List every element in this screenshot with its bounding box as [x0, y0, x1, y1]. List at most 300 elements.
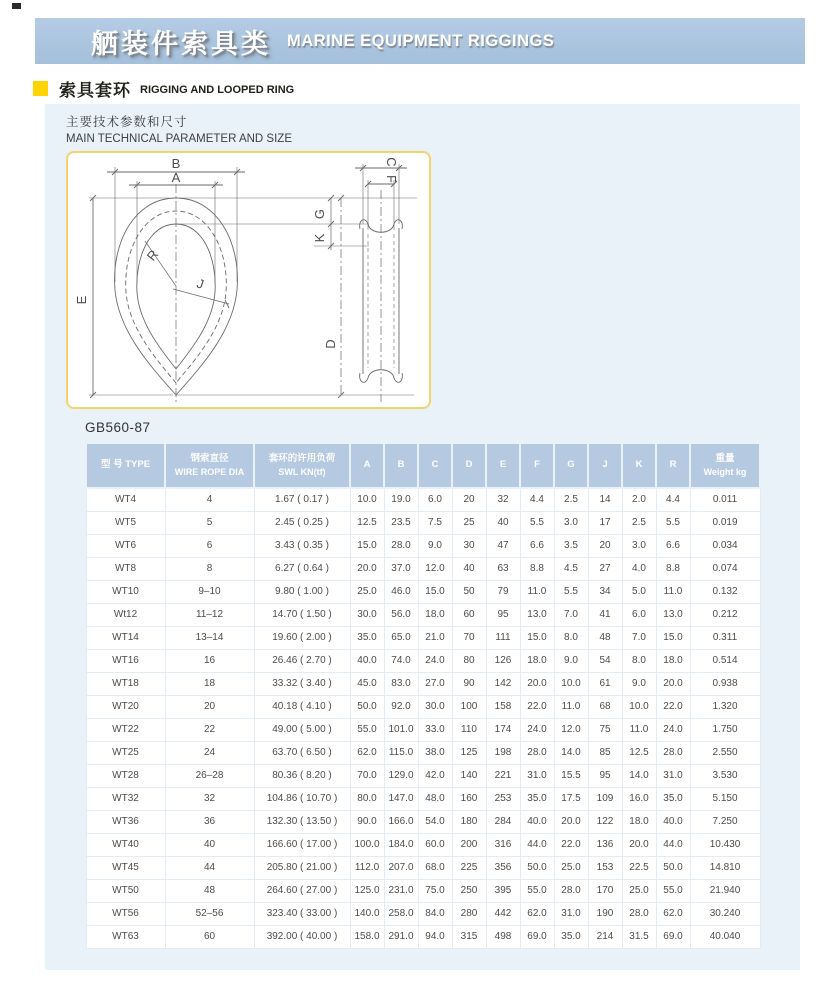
table-cell: 125 — [452, 741, 486, 764]
table-cell: 68.0 — [418, 856, 452, 879]
table-cell: 214 — [588, 925, 622, 948]
table-cell: 19.60 ( 2.00 ) — [254, 626, 350, 649]
table-cell: 160 — [452, 787, 486, 810]
table-cell: 36 — [165, 810, 254, 833]
table-cell: 0.311 — [690, 626, 760, 649]
table-cell: 21.940 — [690, 879, 760, 902]
print-crop-mark — [12, 3, 21, 9]
table-cell: 22.5 — [622, 856, 656, 879]
table-cell: 9.0 — [554, 649, 588, 672]
table-cell: 40 — [452, 557, 486, 580]
table-row — [86, 488, 760, 511]
table-cell: WT20 — [86, 695, 165, 718]
table-cell: 17 — [588, 511, 622, 534]
table-cell: 15.0 — [656, 626, 690, 649]
dim-label-G: G — [312, 208, 327, 220]
table-row — [86, 833, 760, 856]
table-cell: 3.0 — [554, 511, 588, 534]
table-cell: 49.00 ( 5.00 ) — [254, 718, 350, 741]
table-cell: 125.0 — [350, 879, 384, 902]
table-cell: 52–56 — [165, 902, 254, 925]
table-cell: 158.0 — [350, 925, 384, 948]
table-cell: 9.80 ( 1.00 ) — [254, 580, 350, 603]
table-cell: 13.0 — [520, 603, 554, 626]
table-cell: 25.0 — [554, 856, 588, 879]
table-cell: 69.0 — [520, 925, 554, 948]
table-cell: 4.0 — [622, 557, 656, 580]
spec-table — [85, 442, 761, 949]
table-cell: 40.0 — [656, 810, 690, 833]
table-cell: 79 — [486, 580, 520, 603]
table-cell: 111 — [486, 626, 520, 649]
table-cell: 46.0 — [384, 580, 418, 603]
table-cell: 62.0 — [350, 741, 384, 764]
table-cell: 25.0 — [350, 580, 384, 603]
table-cell: 280 — [452, 902, 486, 925]
table-cell: 50 — [452, 580, 486, 603]
table-cell: 0.132 — [690, 580, 760, 603]
table-cell: 4 — [165, 488, 254, 511]
table-cell: Wt12 — [86, 603, 165, 626]
table-cell: 40.18 ( 4.10 ) — [254, 695, 350, 718]
table-cell: 20.0 — [554, 810, 588, 833]
table-cell: 70.0 — [350, 764, 384, 787]
table-cell: 80 — [452, 649, 486, 672]
table-cell: 95 — [588, 764, 622, 787]
table-body — [86, 488, 760, 948]
table-cell: 19.0 — [384, 488, 418, 511]
table-cell: 40 — [486, 511, 520, 534]
column-header: C — [418, 443, 452, 488]
section-title-en: RIGGING AND LOOPED RING — [140, 84, 295, 96]
table-cell: 15.0 — [418, 580, 452, 603]
table-cell: 11–12 — [165, 603, 254, 626]
table-cell: 50.0 — [520, 856, 554, 879]
table-cell: 6.27 ( 0.64 ) — [254, 557, 350, 580]
table-cell: 10.0 — [622, 695, 656, 718]
table-cell: 7.0 — [554, 603, 588, 626]
column-header: 套环的许用负荷 SWL KN(tf) — [254, 443, 350, 488]
page-banner — [35, 18, 805, 64]
table-cell: 100 — [452, 695, 486, 718]
table-cell: 10.0 — [554, 672, 588, 695]
table-cell: 132.30 ( 13.50 ) — [254, 810, 350, 833]
table-cell: 2.45 ( 0.25 ) — [254, 511, 350, 534]
table-cell: 23.5 — [384, 511, 418, 534]
yellow-square-bullet — [33, 81, 48, 96]
table-cell: 95 — [486, 603, 520, 626]
technical-drawing-box — [66, 151, 431, 409]
table-cell: 14.0 — [622, 764, 656, 787]
table-cell: 35.0 — [520, 787, 554, 810]
table-cell: 2.5 — [554, 488, 588, 511]
table-row — [86, 672, 760, 695]
table-cell: WT50 — [86, 879, 165, 902]
table-cell: 28.0 — [622, 902, 656, 925]
table-header-row — [86, 443, 760, 488]
table-cell: 18.0 — [656, 649, 690, 672]
table-cell: 356 — [486, 856, 520, 879]
table-cell: WT25 — [86, 741, 165, 764]
table-cell: 6.6 — [520, 534, 554, 557]
column-header: F — [520, 443, 554, 488]
table-cell: 84.0 — [418, 902, 452, 925]
table-row — [86, 511, 760, 534]
table-cell: WT36 — [86, 810, 165, 833]
table-cell: 198 — [486, 741, 520, 764]
table-cell: 207.0 — [384, 856, 418, 879]
table-cell: 44.0 — [520, 833, 554, 856]
table-cell: 30.0 — [350, 603, 384, 626]
table-cell: WT18 — [86, 672, 165, 695]
table-cell: 37.0 — [384, 557, 418, 580]
table-cell: 44.0 — [656, 833, 690, 856]
table-cell: 45.0 — [350, 672, 384, 695]
table-cell: 2.5 — [622, 511, 656, 534]
table-cell: 20.0 — [656, 672, 690, 695]
table-cell: 7.250 — [690, 810, 760, 833]
banner-title-zh: 舾装件索具类 — [91, 28, 271, 59]
column-header: R — [656, 443, 690, 488]
table-cell: 20.0 — [520, 672, 554, 695]
table-cell: 323.40 ( 33.00 ) — [254, 902, 350, 925]
table-cell: WT40 — [86, 833, 165, 856]
table-cell: 25 — [452, 511, 486, 534]
table-cell: 7.0 — [622, 626, 656, 649]
table-cell: 31.0 — [520, 764, 554, 787]
table-cell: 17.5 — [554, 787, 588, 810]
table-cell: WT14 — [86, 626, 165, 649]
table-cell: 21.0 — [418, 626, 452, 649]
table-cell: 94.0 — [418, 925, 452, 948]
column-header: 型 号 TYPE — [86, 443, 165, 488]
table-cell: 10.430 — [690, 833, 760, 856]
table-cell: 14 — [588, 488, 622, 511]
table-cell: WT28 — [86, 764, 165, 787]
content-panel — [45, 104, 800, 970]
table-cell: 5.5 — [520, 511, 554, 534]
dim-label-C: C — [384, 157, 399, 167]
table-cell: 54 — [588, 649, 622, 672]
table-cell: 60 — [165, 925, 254, 948]
table-cell: 110 — [452, 718, 486, 741]
table-cell: 61 — [588, 672, 622, 695]
table-cell: 33.32 ( 3.40 ) — [254, 672, 350, 695]
table-cell: 26–28 — [165, 764, 254, 787]
table-cell: WT22 — [86, 718, 165, 741]
table-cell: 6.0 — [622, 603, 656, 626]
table-cell: 30 — [452, 534, 486, 557]
table-cell: 63.70 ( 6.50 ) — [254, 741, 350, 764]
table-cell: 140.0 — [350, 902, 384, 925]
table-cell: 18.0 — [622, 810, 656, 833]
table-cell: 101.0 — [384, 718, 418, 741]
table-cell: 25.0 — [622, 879, 656, 902]
table-cell: WT16 — [86, 649, 165, 672]
table-cell: 85 — [588, 741, 622, 764]
table-cell: 5.5 — [656, 511, 690, 534]
table-cell: 30.240 — [690, 902, 760, 925]
table-cell: 56.0 — [384, 603, 418, 626]
standard-code: GB560-87 — [85, 420, 151, 435]
table-cell: 3.5 — [554, 534, 588, 557]
table-cell: 55.0 — [350, 718, 384, 741]
table-cell: 75 — [588, 718, 622, 741]
table-cell: 13.0 — [656, 603, 690, 626]
table-cell: 32 — [486, 488, 520, 511]
table-cell: 22.0 — [520, 695, 554, 718]
spec-table-wrapper — [85, 442, 759, 949]
table-cell: 28.0 — [384, 534, 418, 557]
table-cell: 0.034 — [690, 534, 760, 557]
table-cell: 40.0 — [520, 810, 554, 833]
table-cell: 4.5 — [554, 557, 588, 580]
table-cell: 35.0 — [554, 925, 588, 948]
table-row — [86, 902, 760, 925]
table-row — [86, 626, 760, 649]
table-cell: 0.011 — [690, 488, 760, 511]
table-cell: 225 — [452, 856, 486, 879]
table-cell: 50.0 — [656, 856, 690, 879]
table-cell: 8.8 — [656, 557, 690, 580]
table-cell: 442 — [486, 902, 520, 925]
table-cell: 16 — [165, 649, 254, 672]
table-cell: 11.0 — [622, 718, 656, 741]
section-title-zh: 索具套环 — [59, 81, 131, 100]
table-cell: 126 — [486, 649, 520, 672]
column-header: G — [554, 443, 588, 488]
table-cell: 18 — [165, 672, 254, 695]
table-cell: 22 — [165, 718, 254, 741]
table-cell: 174 — [486, 718, 520, 741]
table-cell: 60 — [452, 603, 486, 626]
table-cell: 8.0 — [622, 649, 656, 672]
column-header: A — [350, 443, 384, 488]
column-header: K — [622, 443, 656, 488]
table-cell: 0.019 — [690, 511, 760, 534]
table-cell: 15.0 — [520, 626, 554, 649]
table-row — [86, 764, 760, 787]
table-cell: 74.0 — [384, 649, 418, 672]
table-cell: 104.86 ( 10.70 ) — [254, 787, 350, 810]
table-row — [86, 879, 760, 902]
table-cell: 3.43 ( 0.35 ) — [254, 534, 350, 557]
table-row — [86, 580, 760, 603]
table-cell: 14.70 ( 1.50 ) — [254, 603, 350, 626]
table-cell: 1.67 ( 0.17 ) — [254, 488, 350, 511]
table-cell: 26.46 ( 2.70 ) — [254, 649, 350, 672]
table-cell: 0.074 — [690, 557, 760, 580]
table-row — [86, 557, 760, 580]
table-cell: 16.0 — [622, 787, 656, 810]
table-cell: 55.0 — [520, 879, 554, 902]
table-cell: 3.530 — [690, 764, 760, 787]
table-cell: 147.0 — [384, 787, 418, 810]
table-cell: WT6 — [86, 534, 165, 557]
table-cell: 80.0 — [350, 787, 384, 810]
table-cell: 7.5 — [418, 511, 452, 534]
dim-label-E: E — [74, 295, 89, 305]
column-header: D — [452, 443, 486, 488]
banner-title-en: MARINE EQUIPMENT RIGGINGS — [287, 31, 555, 50]
thimble-dimension-drawing — [69, 154, 428, 406]
table-cell: 264.60 ( 27.00 ) — [254, 879, 350, 902]
table-cell: 5.5 — [554, 580, 588, 603]
table-cell: 231.0 — [384, 879, 418, 902]
dim-label-B: B — [171, 156, 181, 171]
table-cell: 291.0 — [384, 925, 418, 948]
table-cell: 15.5 — [554, 764, 588, 787]
table-cell: 41 — [588, 603, 622, 626]
table-cell: 9–10 — [165, 580, 254, 603]
tech-note-zh: 主要技术参数和尺寸 — [66, 115, 188, 129]
table-cell: 2.550 — [690, 741, 760, 764]
table-cell: 8.8 — [520, 557, 554, 580]
table-cell: 184.0 — [384, 833, 418, 856]
table-cell: 221 — [486, 764, 520, 787]
table-cell: 8 — [165, 557, 254, 580]
table-cell: 10.0 — [350, 488, 384, 511]
table-cell: 205.80 ( 21.00 ) — [254, 856, 350, 879]
table-cell: 180 — [452, 810, 486, 833]
table-row — [86, 695, 760, 718]
table-cell: 63 — [486, 557, 520, 580]
table-cell: 38.0 — [418, 741, 452, 764]
table-cell: 92.0 — [384, 695, 418, 718]
table-cell: 69.0 — [656, 925, 690, 948]
table-cell: 109 — [588, 787, 622, 810]
table-cell: WT32 — [86, 787, 165, 810]
table-cell: 140 — [452, 764, 486, 787]
table-cell: 90 — [452, 672, 486, 695]
table-cell: 30.0 — [418, 695, 452, 718]
table-cell: 20.0 — [622, 833, 656, 856]
table-cell: 75.0 — [418, 879, 452, 902]
table-cell: 50.0 — [350, 695, 384, 718]
table-cell: 83.0 — [384, 672, 418, 695]
table-cell: 6.6 — [656, 534, 690, 557]
table-cell: 12.0 — [554, 718, 588, 741]
table-cell: 68 — [588, 695, 622, 718]
table-cell: 5.0 — [622, 580, 656, 603]
table-cell: 12.0 — [418, 557, 452, 580]
table-cell: WT10 — [86, 580, 165, 603]
table-cell: 35.0 — [656, 787, 690, 810]
table-cell: 14.0 — [554, 741, 588, 764]
table-cell: 3.0 — [622, 534, 656, 557]
table-row — [86, 787, 760, 810]
table-cell: 2.0 — [622, 488, 656, 511]
table-cell: 258.0 — [384, 902, 418, 925]
table-cell: 4.4 — [656, 488, 690, 511]
column-header: B — [384, 443, 418, 488]
table-cell: 13–14 — [165, 626, 254, 649]
table-cell: WT8 — [86, 557, 165, 580]
table-cell: 48.0 — [418, 787, 452, 810]
table-cell: 11.0 — [656, 580, 690, 603]
table-cell: 9.0 — [418, 534, 452, 557]
table-cell: WT4 — [86, 488, 165, 511]
column-header: E — [486, 443, 520, 488]
table-cell: 166.0 — [384, 810, 418, 833]
table-row — [86, 718, 760, 741]
table-row — [86, 741, 760, 764]
table-cell: 28.0 — [520, 741, 554, 764]
table-cell: 28.0 — [554, 879, 588, 902]
table-cell: 0.938 — [690, 672, 760, 695]
dim-label-J: J — [194, 275, 206, 292]
table-cell: 22.0 — [554, 833, 588, 856]
table-cell: 18.0 — [520, 649, 554, 672]
table-cell: 122 — [588, 810, 622, 833]
table-cell: 5 — [165, 511, 254, 534]
table-cell: 115.0 — [384, 741, 418, 764]
table-cell: 200 — [452, 833, 486, 856]
table-cell: 315 — [452, 925, 486, 948]
dim-label-F: F — [384, 175, 399, 183]
table-cell: 153 — [588, 856, 622, 879]
table-cell: 24.0 — [418, 649, 452, 672]
table-cell: 62.0 — [656, 902, 690, 925]
table-cell: 27 — [588, 557, 622, 580]
table-cell: 40.0 — [350, 649, 384, 672]
table-cell: 60.0 — [418, 833, 452, 856]
table-cell: 190 — [588, 902, 622, 925]
table-cell: 316 — [486, 833, 520, 856]
table-cell: 55.0 — [656, 879, 690, 902]
table-cell: 54.0 — [418, 810, 452, 833]
table-cell: 24.0 — [656, 718, 690, 741]
table-cell: 31.5 — [622, 925, 656, 948]
table-cell: 42.0 — [418, 764, 452, 787]
table-cell: 0.212 — [690, 603, 760, 626]
table-cell: 136 — [588, 833, 622, 856]
table-cell: 4.4 — [520, 488, 554, 511]
table-row — [86, 856, 760, 879]
table-cell: 35.0 — [350, 626, 384, 649]
table-cell: 12.5 — [622, 741, 656, 764]
table-cell: 0.514 — [690, 649, 760, 672]
table-cell: 20 — [588, 534, 622, 557]
table-row — [86, 534, 760, 557]
table-cell: 284 — [486, 810, 520, 833]
table-cell: 40 — [165, 833, 254, 856]
table-cell: 24.0 — [520, 718, 554, 741]
table-cell: 15.0 — [350, 534, 384, 557]
table-cell: 18.0 — [418, 603, 452, 626]
table-cell: 112.0 — [350, 856, 384, 879]
table-cell: 9.0 — [622, 672, 656, 695]
table-cell: 22.0 — [656, 695, 690, 718]
table-cell: 11.0 — [520, 580, 554, 603]
table-cell: 11.0 — [554, 695, 588, 718]
table-cell: 129.0 — [384, 764, 418, 787]
table-cell: 498 — [486, 925, 520, 948]
table-cell: 44 — [165, 856, 254, 879]
table-cell: 48 — [165, 879, 254, 902]
table-cell: 28.0 — [656, 741, 690, 764]
table-cell: 31.0 — [554, 902, 588, 925]
table-cell: 40.040 — [690, 925, 760, 948]
table-cell: 100.0 — [350, 833, 384, 856]
tech-note — [66, 112, 292, 145]
dim-label-R: R — [143, 246, 162, 264]
table-cell: 90.0 — [350, 810, 384, 833]
table-cell: 34 — [588, 580, 622, 603]
table-cell: 166.60 ( 17.00 ) — [254, 833, 350, 856]
table-cell: 20.0 — [350, 557, 384, 580]
table-cell: 20 — [165, 695, 254, 718]
